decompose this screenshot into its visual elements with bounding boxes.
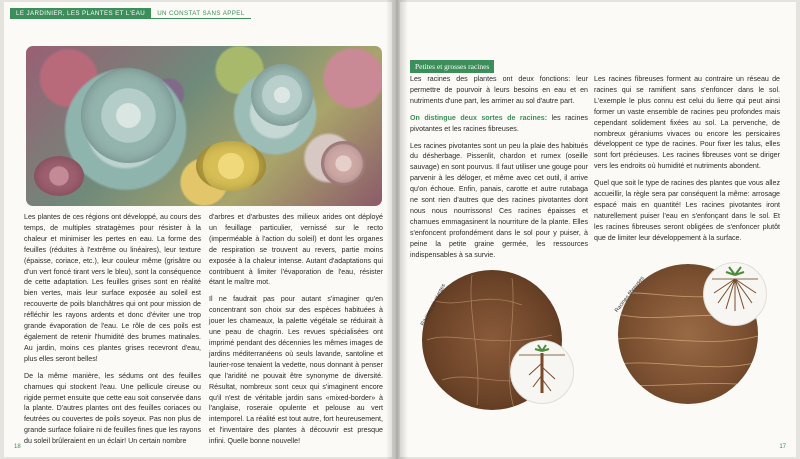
left-column-2 xyxy=(209,212,383,453)
purple-succulent xyxy=(34,156,84,196)
book-gutter xyxy=(386,0,408,459)
paragraph: Les racines des plantes ont deux fonctions: leur permettre de pourvoir à leurs besoins en eau et en nutriments d'une part, les arrimer au sol d'autre part. xyxy=(410,75,588,105)
small-rosette xyxy=(251,64,313,126)
subheading: On distingue deux sortes de racines: xyxy=(410,113,548,122)
subheading-text: les racines pivotantes et les racines fibreuses. xyxy=(410,113,588,133)
paragraph: d'arbres et d'arbustes des milieux arides ont déployé un feuillage particulier, vernissé sur le recto (imperméable à l'action du soleil) et dont les organes de respiration se trouvent au revers, partie moins exposée à la chaleur intense. Autant d'adaptations qui contribuent à limiter l'évaporation de l'eau, résister étant le maître mot. xyxy=(209,213,383,287)
paragraph: Quel que soit le type de racines des plantes que vous allez accueillir, la règle sera par conséquent la même: arrosage espacé mais en quantité! Les racines pivotantes iront naturellement puiser l'eau en s'enfonçant dans le sol. Et les racines fibreuses seront obligées de s'enfoncer plutôt que de limiter leur développement à la surface. xyxy=(594,179,780,242)
fibrous-inset xyxy=(703,262,767,326)
paragraph xyxy=(410,113,588,135)
running-header xyxy=(10,8,251,19)
taproot-inset xyxy=(510,340,574,404)
left-page xyxy=(4,2,392,457)
fibrous-label: Racines fibreuses xyxy=(614,275,646,314)
taproot-label: Racines pivotantes xyxy=(420,282,448,327)
paragraph: De la même manière, les sédums ont des feuilles charnues qui stockent l'eau. Une pellicule cireuse ou rigide permet ensuite que cette eau soit conservée dans la plante. D'autres plantes ont des feuilles coriaces ou feutrées ou couvertes de poils soyeux. Pas non plus de grande surface foliaire ni de feuilles fines que les rayons du soleil brûleraient en un éclair! Un certain nombre xyxy=(24,371,201,446)
page-number-right: 17 xyxy=(779,444,786,450)
pink-rosette xyxy=(321,141,366,186)
section-heading: Petites et grosses racines xyxy=(410,60,494,73)
right-column-1 xyxy=(410,74,588,267)
paragraph: Il ne faudrait pas pour autant s'imaginer qu'en concentrant son choix sur des espèces habituées à jouer les chameaux, la palette végétale se réduirait à une peau de chagrin. Les revues spécialisées ont imprimé pendant des décennies les mêmes images de jardins méditerranéens où seuls lavande, santoline et laurier-rose tenaient la vedette, nous donnant à penser que l'aridité ne pouvait être synonyme de diversité. Résultat, nombreux sont ceux qui s'imaginent encore qu'il n'est de véritable jardin sans «mixed-border» à l'anglaise, roseraie opulente et pelouse au vert intemporel. La réalité est tout autre, fort heureusement, et l'inventaire des plantes à découvrir est presque infini. Quelle bonne nouvelle! xyxy=(209,295,383,446)
taproot-icon xyxy=(511,341,573,403)
paragraph: Les racines fibreuses forment au contraire un réseau de racines qui se ramifient sans s'enfoncer dans le sol. L'exemple le plus connu est celui du lierre qui peut ainsi former un vaste ensemble de racines peu profondes mais cependant solidement fixées au sol. La pervenche, de nombreux géraniums vivaces ou encore les persicaires développent ce type de racines. Pour fixer les talus, elles sont fort précieuses. Les racines fibreuses vont se diriger vers les endroits où humidité et nutriments abondent. xyxy=(594,75,780,171)
sedum-cluster xyxy=(196,141,266,191)
right-page xyxy=(400,2,796,457)
echeveria-rosette xyxy=(81,68,176,163)
paragraph: Les plantes de ces régions ont développé, au cours des temps, de multiples stratagèmes pour résister à la chaleur et minimiser les pertes en eau. La forme des feuilles (réduites à l'extrême ou linéaires), leur texture (épaisse, coriace, etc.), leur couleur même (grisâtre ou d'un vert foncé tirant vers le bleu), sont la conséquence de cette adaptation. Les feuilles grises sont en réalité bien vertes, mais leur surface exposée au soleil est recouverte de poils blanchâtres qui ont pour mission de réfléchir les rayons ardents et donc d'éviter une trop grande évaporation de l'eau. Le rôle de ces poils est également de retenir l'humidité des brumes matinales. Au jardin, moins ces plantes grises recevront d'eau, plus elles seront belles! xyxy=(24,213,201,363)
paragraph: Les racines pivotantes sont un peu la plaie des habitués du désherbage. Pissenlit, chardon et rumex (oseille sauvage) en sont pourvus. Il faut utiliser une gouge pour parvenir à les déloger, et même avec cet outil, il arrive qu'on échoue. Enfin, panais, carotte et autre rutabaga ne sont rien d'autres que des racines pivotantes dont nous nous nourrissons! Ces racines épaisses et charnues emmagasinent la nourriture de la plante. Elles s'enfoncent profondément dans le sol pour y puiser, à peine la petite graine germée, les ressources indispensables à sa survie. xyxy=(410,141,588,259)
succulents-photo xyxy=(26,46,382,206)
fibrous-root-icon xyxy=(704,263,766,325)
page-number-left: 18 xyxy=(14,444,21,450)
chapter-title: LE JARDINIER, LES PLANTES ET L'EAU xyxy=(10,8,151,19)
left-column-1 xyxy=(24,212,201,453)
right-column-2 xyxy=(594,74,780,250)
section-title: UN CONSTAT SANS APPEL xyxy=(151,9,250,19)
